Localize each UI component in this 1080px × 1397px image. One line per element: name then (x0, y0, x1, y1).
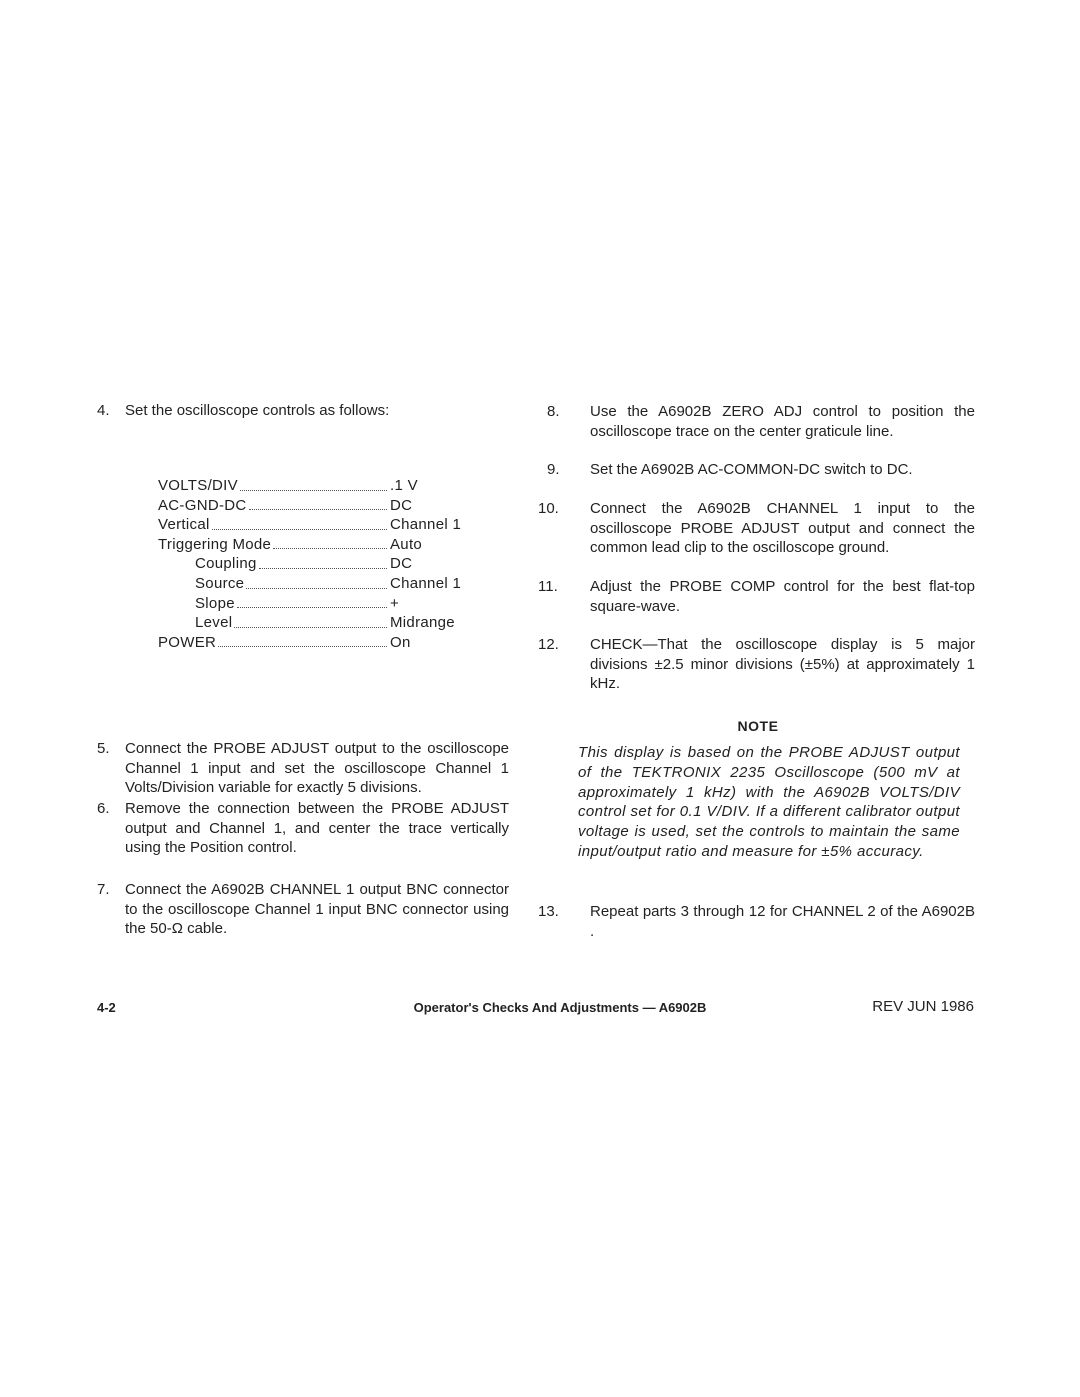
leader-dots (212, 515, 387, 530)
setting-label: Level (195, 614, 233, 632)
setting-label: Source (195, 574, 245, 592)
setting-value: Channel 1 (390, 516, 462, 534)
setting-row (158, 476, 478, 496)
setting-label: Coupling (195, 555, 257, 573)
leader-dots (246, 574, 387, 589)
setting-label: Slope (195, 594, 235, 612)
setting-value: Auto (390, 535, 423, 553)
step-number: 12. (538, 636, 559, 653)
setting-row (158, 554, 478, 574)
setting-value: DC (390, 496, 413, 514)
setting-label: AC-GND-DC (158, 496, 247, 514)
footer-title: Operator's Checks And Adjustments — A6902B (413, 1000, 707, 1015)
step-number: 7. (97, 881, 110, 898)
note-heading: NOTE (737, 718, 779, 734)
step-text: Use the A6902B ZERO ADJ control to position the oscilloscope trace on the center graticule line. (590, 403, 975, 440)
step-text: Connect the PROBE ADJUST output to the oscilloscope Channel 1 input and set the oscilloscope Channel 1 Volts/Division variable for exactly 5 divisions. (125, 740, 509, 796)
step-text: Repeat parts 3 through 12 for CHANNEL 2 of the A6902B . (590, 903, 975, 940)
setting-value: .1 V (390, 477, 418, 494)
settings-list (158, 476, 478, 652)
setting-row (158, 633, 478, 653)
leader-dots (259, 554, 387, 569)
setting-label: POWER (158, 633, 217, 651)
revision-date: REV JUN 1986 (872, 998, 974, 1015)
step-number: 6. (97, 800, 110, 817)
note-text: This display is based on the PROBE ADJUST output of the TEKTRONIX 2235 Oscilloscope (500 mV at approximately 1 kHz) with the A6902B VOLTS/DIV control set for 0.1 V/DIV. If a different calibrator output voltage is used, set the controls to maintain the same input/output ratio and measure for ±5% accuracy. (578, 744, 960, 860)
setting-label: VOLTS/DIV (158, 477, 238, 494)
page-number: 4-2 (97, 1000, 116, 1015)
setting-row (158, 535, 478, 555)
step-number: 10. (538, 500, 559, 517)
setting-label: Triggering Mode (158, 535, 272, 553)
step-text: Set the oscilloscope controls as follows: (125, 402, 390, 419)
step-text: CHECK—That the oscilloscope display is 5 major divisions ±2.5 minor divisions (±5%) at approximately 1 kHz. (590, 636, 975, 692)
step-number: 13. (538, 903, 559, 920)
setting-row (158, 496, 478, 516)
setting-value: + (390, 594, 400, 612)
leader-dots (218, 633, 387, 648)
setting-value: DC (390, 555, 413, 573)
leader-dots (273, 535, 387, 550)
setting-row (158, 613, 478, 633)
setting-label: Vertical (158, 516, 210, 534)
setting-row (158, 594, 478, 614)
leader-dots (249, 496, 387, 511)
setting-row (158, 574, 478, 594)
leader-dots (237, 594, 387, 609)
setting-value: Channel 1 (390, 574, 462, 592)
leader-dots (234, 613, 387, 628)
step-text: Connect the A6902B CHANNEL 1 output BNC connector to the oscilloscope Channel 1 input BNC connector using the 50-Ω cable. (125, 881, 509, 937)
setting-row (158, 515, 478, 535)
step-number: 4. (97, 402, 110, 419)
step-number: 5. (97, 740, 110, 757)
step-number: 8. (547, 403, 560, 420)
step-text: Adjust the PROBE COMP control for the best flat-top square-wave. (590, 578, 975, 615)
setting-value: Midrange (390, 614, 455, 632)
setting-value: On (390, 633, 411, 651)
step-number: 9. (547, 461, 560, 478)
step-text: Set the A6902B AC-COMMON-DC switch to DC. (590, 461, 913, 478)
step-number: 11. (538, 578, 558, 595)
step-text: Remove the connection between the PROBE ADJUST output and Channel 1, and center the trace vertically using the Position control. (125, 800, 509, 856)
leader-dots (240, 476, 387, 491)
step-text: Connect the A6902B CHANNEL 1 input to the oscilloscope PROBE ADJUST output and connect the common lead clip to the oscilloscope ground. (590, 500, 975, 556)
